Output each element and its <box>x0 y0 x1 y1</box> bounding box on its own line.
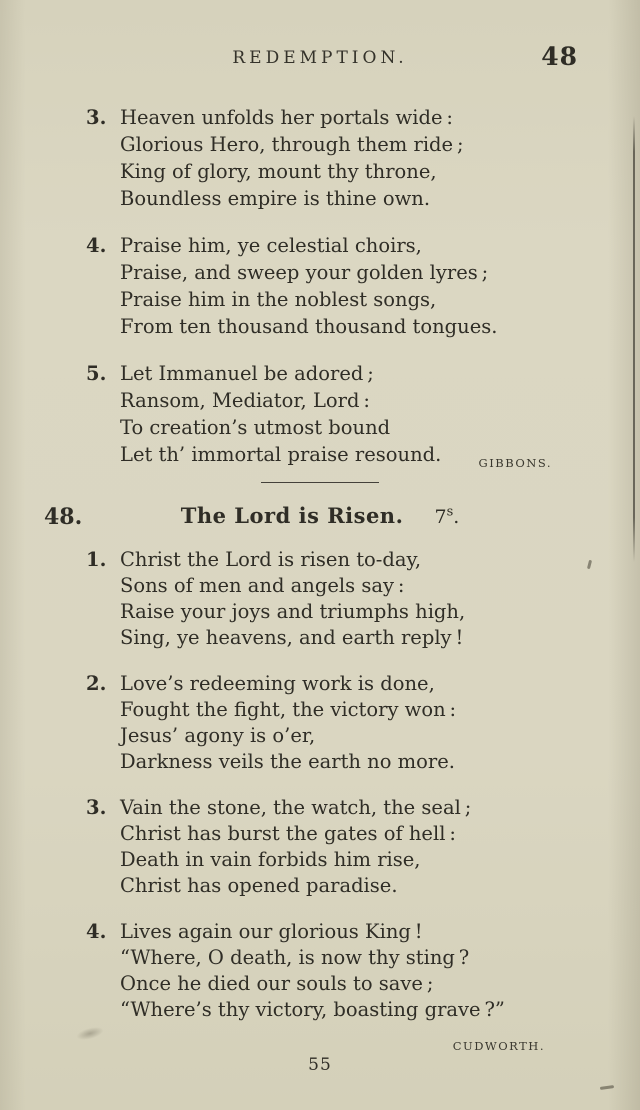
verse-line: Praise him in the noblest songs, <box>120 288 437 311</box>
verse-lines <box>120 795 610 899</box>
verse <box>86 795 610 899</box>
meter-period: . <box>453 506 460 528</box>
verse-line: Christ has burst the gates of hell : <box>120 822 456 845</box>
verse-line: Lives again our glorious King ! <box>120 920 423 943</box>
verse-line: Let Immanuel be adored ; <box>120 362 374 385</box>
verse-line: Death in vain forbids him rise, <box>120 848 421 871</box>
page-number-folio: 55 <box>308 1055 332 1075</box>
verse-line: Praise him, ye celestial choirs, <box>120 234 422 257</box>
verse-line: Sons of men and angels say : <box>120 574 405 597</box>
hymn-number: 48. <box>44 504 83 530</box>
previous-hymn-verses <box>0 104 640 468</box>
verse-number: 2. <box>86 672 107 695</box>
verse <box>86 671 610 775</box>
verse-number: 3. <box>86 106 107 129</box>
hymn-title: The Lord is Risen. <box>180 503 404 528</box>
verse <box>86 360 610 468</box>
verse-line: Fought the fight, the victory won : <box>120 698 457 721</box>
verse-line: Christ the Lord is risen to-day, <box>120 548 422 571</box>
verse <box>86 547 610 651</box>
verse-lines <box>120 671 610 775</box>
verse-line: Praise, and sweep your golden lyres ; <box>120 261 489 284</box>
verse-line: Vain the stone, the watch, the seal ; <box>120 796 472 819</box>
verse-line: Let th’ immortal praise resound. <box>120 443 442 466</box>
verse-line: Raise your joys and triumphs high, <box>120 600 466 623</box>
verse-line: “Where’s thy victory, boasting grave ?” <box>120 998 505 1021</box>
verse-number: 1. <box>86 548 107 571</box>
verse-line: King of glory, mount thy throne, <box>120 160 437 183</box>
verse-line: Christ has opened paradise. <box>120 874 398 897</box>
running-title: REDEMPTION. <box>232 48 408 68</box>
verse-line: Jesus’ agony is o’er, <box>120 724 316 747</box>
verse-line: From ten thousand thousand tongues. <box>120 315 498 338</box>
scan-artifact-mark <box>600 1085 614 1090</box>
hymn-meter <box>434 506 459 528</box>
verse-line: Glorious Hero, through them ride ; <box>120 133 464 156</box>
verse-lines <box>120 360 610 468</box>
verse-lines <box>120 104 610 212</box>
verse <box>86 232 610 340</box>
verse-lines <box>120 547 610 651</box>
verse-line: Heaven unfolds her portals wide : <box>120 106 453 129</box>
verse-number: 4. <box>86 234 107 257</box>
page-edge-scan-line <box>633 116 635 562</box>
verse <box>86 104 610 212</box>
verse-line: Love’s redeeming work is done, <box>120 672 435 695</box>
hymn-verses <box>0 547 640 1023</box>
author-attribution: GIBBONS. <box>478 456 552 470</box>
meter-superscript: s <box>446 504 454 520</box>
verse-number: 3. <box>86 796 107 819</box>
verse-line: Darkness veils the earth no more. <box>120 750 455 773</box>
page-header <box>0 0 640 82</box>
verse-lines <box>120 919 610 1023</box>
verse-line: To creation’s utmost bound <box>120 416 391 439</box>
verse-line: Boundless empire is thine own. <box>120 187 431 210</box>
verse-line: Ransom, Mediator, Lord : <box>120 389 370 412</box>
section-divider <box>261 482 379 483</box>
hymn-heading <box>0 503 640 533</box>
verse-number: 4. <box>86 920 107 943</box>
page-corner-number: 48 <box>541 42 578 71</box>
verse-line: Sing, ye heavens, and earth reply ! <box>120 626 464 649</box>
verse-lines <box>120 232 610 340</box>
meter-base: 7 <box>434 506 447 528</box>
verse <box>86 919 610 1023</box>
verse-line: “Where, O death, is now thy sting ? <box>120 946 470 969</box>
verse-line: Once he died our souls to save ; <box>120 972 434 995</box>
author-attribution: CUDWORTH. <box>452 1039 545 1053</box>
verse-number: 5. <box>86 362 107 385</box>
